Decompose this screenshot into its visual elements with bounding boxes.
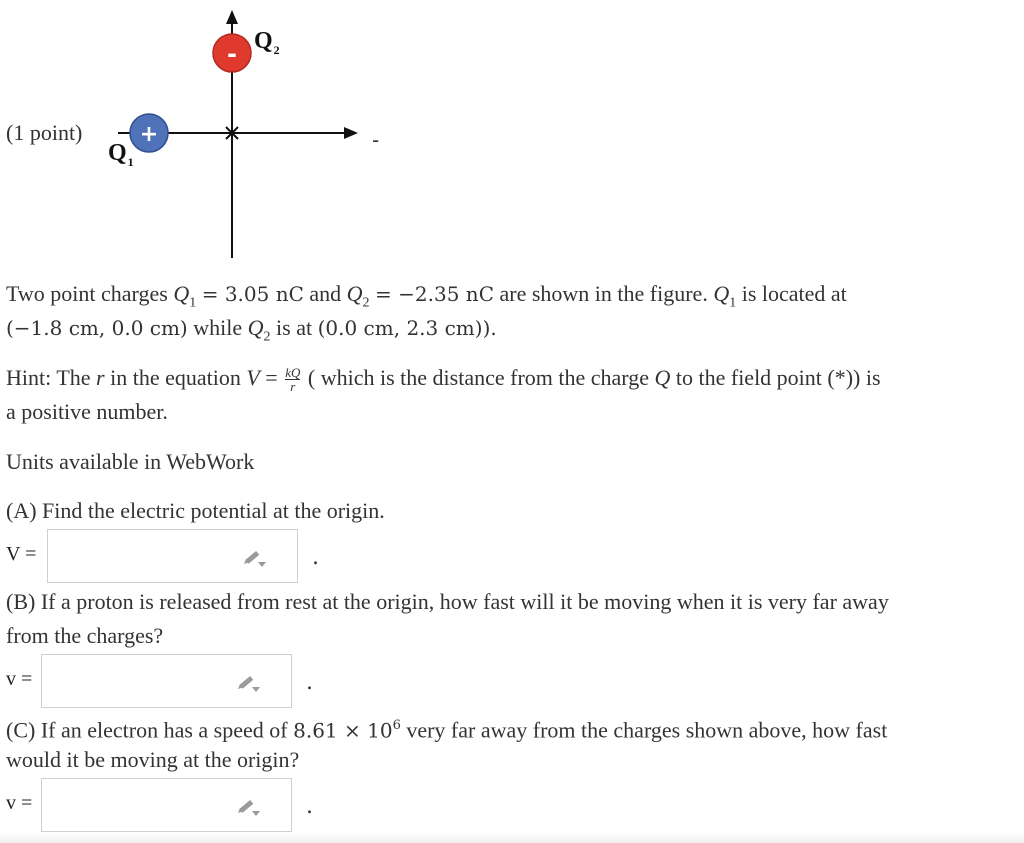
page-bottom-edge <box>0 833 1024 843</box>
pencil-icon[interactable] <box>242 547 268 569</box>
pencil-icon[interactable] <box>236 672 262 694</box>
part-c-question-line-2: would it be moving at the origin? <box>6 747 300 772</box>
points-label: (1 point) <box>6 120 83 145</box>
charge-q1-label: $Q_1$ <box>108 140 134 169</box>
charge-q2-label: $Q_2$ <box>254 28 280 57</box>
part-b-trailing-dot: . <box>306 670 313 695</box>
stray-dash: - <box>372 128 380 152</box>
part-a-trailing-dot: . <box>312 545 319 570</box>
part-c-var-label: v = <box>6 792 33 814</box>
part-c-trailing-dot: . <box>306 794 313 819</box>
part-a-var-label: V = <box>6 543 37 565</box>
part-b-question-line-2: from the charges? <box>6 623 164 648</box>
hint-line-1: Hint: The r in the equation V = $\frac{kQ}{r}$ ( which is the distance from the charge Q to the field point (*)) is <box>6 365 881 395</box>
part-a-question: (A) Find the electric potential at the origin. <box>6 498 385 523</box>
part-a-answer-input[interactable] <box>47 529 298 583</box>
part-c-answer-input[interactable] <box>41 778 292 832</box>
part-b-var-label: v = <box>6 668 33 690</box>
charge-q1-sign: + <box>139 122 159 147</box>
intro-line-2: (−1.8 cm, 0.0 cm) while $Q_2$ is at (0.0 cm, 2.3 cm)). <box>6 315 497 345</box>
part-c-question-line-1: (C) If an electron has a speed of $8.61 \times 10^6$ very far away from the charges shown above, how fast <box>6 717 888 743</box>
x-axis-arrow <box>344 127 358 139</box>
pencil-icon[interactable] <box>236 796 262 818</box>
units-link[interactable]: Units available in WebWork <box>6 449 255 474</box>
intro-line-1: Two point charges $Q_1 = 3.05$ nC and $Q_2 = -2.35$ nC are shown in the figure. $Q_1$ is located at <box>6 281 847 311</box>
hint-line-2: a positive number. <box>6 399 168 424</box>
y-axis-arrow <box>226 10 238 24</box>
part-b-question-line-1: (B) If a proton is released from rest at the origin, how fast will it be moving when it is very far away <box>6 589 889 614</box>
charge-q2-sign: - <box>227 40 237 68</box>
part-b-answer-input[interactable] <box>41 654 292 708</box>
